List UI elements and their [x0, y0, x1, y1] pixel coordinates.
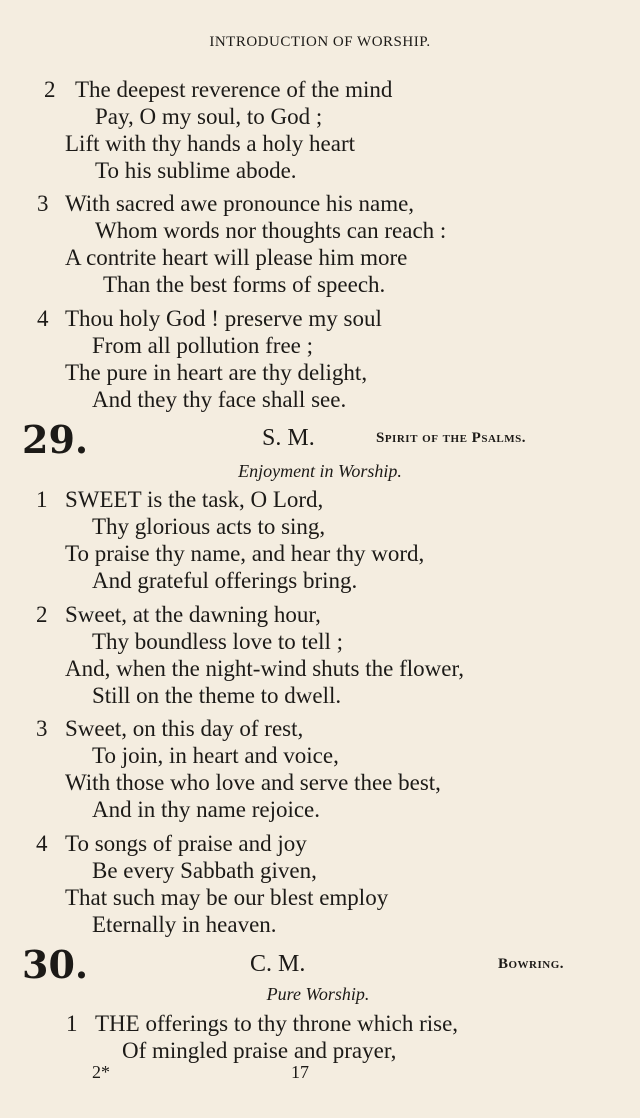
verse-number: 4 [36, 831, 48, 856]
hymn-title: Enjoyment in Worship. [238, 461, 402, 481]
verse-number: 2 [44, 77, 56, 102]
running-head: INTRODUCTION OF WORSHIP. [209, 34, 431, 50]
verse-number: 2 [36, 602, 48, 627]
verse-number: 3 [37, 191, 49, 216]
verse-line: Lift with thy hands a holy heart [65, 131, 355, 156]
verse-number: 1 [66, 1011, 78, 1036]
verse-line: Sweet, on this day of rest, [65, 716, 304, 741]
hymn-number: 30. [22, 942, 89, 987]
verse-line: Be every Sabbath given, [92, 858, 317, 883]
verse-line: To join, in heart and voice, [92, 743, 339, 768]
verse-line: And, when the night-wind shuts the flower, [65, 656, 464, 681]
verse-line: With those who love and serve thee best, [65, 770, 441, 795]
hymn-source: Spirit of the Psalms. [376, 430, 526, 446]
verse-line: SWEET is the task, O Lord, [65, 487, 324, 512]
verse-number: 3 [36, 716, 48, 741]
verse-line: To his sublime abode. [95, 158, 297, 183]
verse-line: Thou holy God ! preserve my soul [65, 306, 382, 331]
verse-line: The deepest reverence of the mind [75, 77, 393, 102]
verse-line: Pay, O my soul, to God ; [95, 104, 323, 129]
page-number: 17 [291, 1062, 309, 1082]
verse-line: To songs of praise and joy [65, 831, 307, 856]
verse-line: Thy glorious acts to sing, [92, 514, 326, 539]
verse-line: Sweet, at the dawning hour, [65, 602, 321, 627]
verse-line: With sacred awe pronounce his name, [65, 191, 415, 216]
verse-number: 1 [36, 487, 48, 512]
hymn-meter: S. M. [262, 425, 315, 451]
verse-line: And in thy name rejoice. [92, 797, 321, 822]
verse-line: A contrite heart will please him more [65, 245, 408, 270]
verse-number: 4 [37, 306, 49, 331]
verse-line: Of mingled praise and prayer, [122, 1038, 397, 1063]
verse-line: Than the best forms of speech. [103, 272, 386, 297]
hymn-meter: C. M. [250, 951, 306, 977]
verse-line: And they thy face shall see. [92, 387, 347, 412]
verse-line: To praise thy name, and hear thy word, [65, 541, 425, 566]
verse-line: THE offerings to thy throne which rise, [95, 1011, 459, 1036]
hymn-number: 29. [22, 417, 89, 462]
hymn-title: Pure Worship. [266, 984, 370, 1004]
verse-line: That such may be our blest employ [65, 885, 389, 910]
verse-line: Eternally in heaven. [92, 912, 277, 937]
verse-line: Still on the theme to dwell. [92, 683, 342, 708]
verse-line: Thy boundless love to tell ; [92, 629, 344, 654]
verse-line: And grateful offerings bring. [92, 568, 358, 593]
verse-line: The pure in heart are thy delight, [65, 360, 368, 385]
signature-mark: 2* [92, 1062, 110, 1082]
hymn-source: Bowring. [498, 956, 565, 972]
verse-line: From all pollution free ; [92, 333, 314, 358]
verse-line: Whom words nor thoughts can reach : [95, 218, 447, 243]
